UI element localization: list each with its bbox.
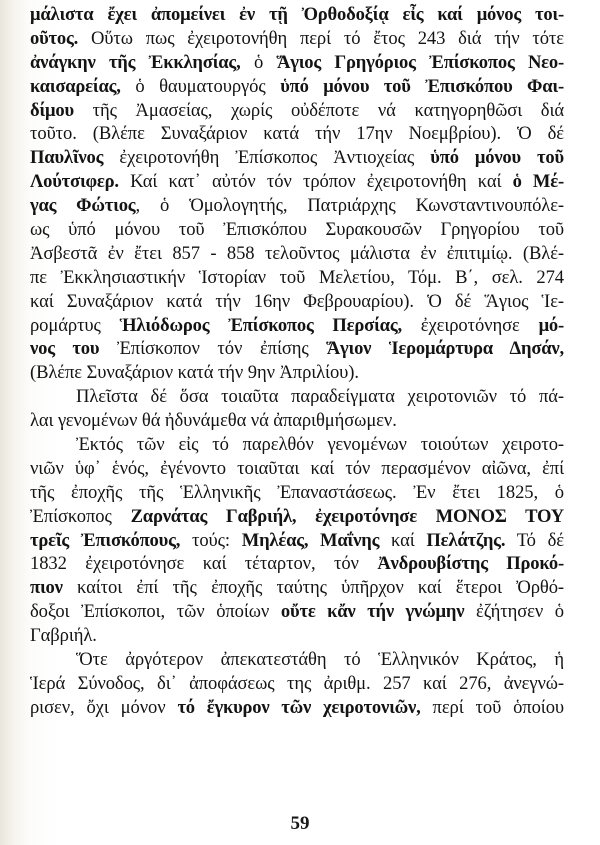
text-line (30, 600, 564, 624)
text-line (30, 266, 564, 290)
text: τῆς Ἀμασείας, χωρίς οὐδέποτε νά κατηγορηθῶσι διά (73, 99, 564, 121)
text-line (30, 218, 564, 242)
bold-text: νος του (30, 338, 100, 360)
text: Τό δέ (505, 529, 564, 551)
bold-text: ὑπό μόνου τοῦ (430, 147, 564, 169)
text: ρομάρτυς (30, 314, 120, 336)
text: καί (379, 529, 427, 551)
text: λαι γενομένων θά ἠδυνάμεθα νά ἀπαριθμήσωμεν. (30, 410, 397, 432)
text: Ἐπίσκοπος (30, 505, 131, 527)
bold-text: Ἡλιόδωρος Ἐπίσκοπος Περσίας, (119, 314, 402, 336)
text-line (30, 696, 564, 720)
text: 1832 ἐχειροτόνησε καί τέταρτον, τόν (30, 553, 378, 575)
text: , ὁ Ὁμολογητής, Πατριάρχης Κωνσταντινουπόλε- (135, 195, 564, 217)
text-line (30, 361, 564, 385)
text: νιῶν ὑφ᾽ ἑνός, ἐγένοντο τοιαῦται καί τόν περασμένον αἰῶνα, ἐπί (30, 457, 564, 479)
text: ως ὑπό μόνου τοῦ Ἐπισκόπου Συρακουσῶν Γρηγορίου τοῦ (30, 219, 564, 241)
bold-text: πιον (30, 577, 63, 599)
text: τῆς ἐποχῆς τῆς Ἑλληνικῆς Ἐπαναστάσεως. Ἐν ἔτει 1825, ὁ (30, 481, 564, 503)
text-line (30, 552, 564, 576)
bold-text: μό- (538, 314, 564, 336)
text-line (30, 170, 564, 194)
bold-text: Ζαρνάτας Γαβριήλ, ἐχειροτόνησε ΜΟΝΟΣ ΤΟΥ (130, 505, 565, 527)
text-line (30, 624, 564, 648)
text: Ἀσβεστᾶ ἐν ἔτει 857 - 858 τελοῦντος μάλιστα ἐν ἐπιτιμίῳ. (Βλέ- (30, 242, 564, 264)
text: τούς: (180, 529, 242, 551)
bold-text: γας Φώτιος (30, 195, 136, 217)
bold-text: οῦτος. (30, 27, 79, 49)
text: (Βλέπε Συναξάριον κατά τήν 9ην Ἀπριλίου). (30, 362, 359, 384)
text: ρισεν, ὄχι μόνον (30, 696, 178, 718)
bold-text: Παυλῖνος (30, 147, 104, 169)
text-line (30, 505, 564, 529)
text: πε Ἐκκλησιαστικήν Ἱστορίαν τοῦ Μελετίου, Τόμ. Β΄, σελ. 274 (30, 266, 564, 288)
text-line (30, 99, 564, 123)
bold-text: δίμου (30, 99, 74, 121)
text: Γαβριήλ. (30, 625, 97, 647)
bold-text: τό ἔγκυρον τῶν χειροτονιῶν, (177, 696, 421, 718)
text: δοξοι Ἐπίσκοποι, τῶν ὁποίων (30, 601, 281, 623)
text: καίτοι ἐπί τῆς ἐποχῆς ταύτης ὑπῆρχον καί ἕτεροι Ὀρθό- (62, 577, 564, 599)
text: Πλεῖστα δέ ὅσα τοιαῦτα παραδείγματα χειροτονιῶν τό πά- (76, 386, 564, 408)
bold-text: τρεῖς Ἐπισκόπους, (30, 529, 181, 551)
text-line (30, 672, 564, 696)
text-line (30, 122, 564, 146)
text-line (30, 457, 564, 481)
bold-text: μάλιστα ἔχει ἀπομείνει ἐν τῇ Ὀρθοδοξίᾳ εἶς καί μόνος τοι- (30, 4, 564, 25)
page-body (30, 3, 564, 720)
bold-text: Ἅγιον Ἱερομάρτυρα Δησάν, (326, 338, 564, 360)
text-line (30, 242, 564, 266)
text-line (30, 385, 564, 409)
text-line (30, 481, 564, 505)
text: ἐχειροτονήθη Ἐπίσκοπος Ἀντιοχείας (103, 147, 431, 169)
bold-text: Ἅγιος Γρηγόριος Ἐπίσκοπος Νεο- (276, 51, 565, 73)
text: περί τοῦ ὁποίου (420, 696, 564, 718)
text-line (30, 146, 564, 170)
text: Ὅτε ἀργότερον ἀπεκατεστάθη τό Ἑλληνικόν Κράτος, ἡ (76, 649, 564, 671)
text: Καί κατ᾽ αὐτόν τόν τρόπον ἐχειροτονήθη καί (118, 171, 513, 193)
bold-text: Ἀνδρουβίστης Προκό- (377, 553, 564, 575)
text-line (30, 51, 564, 75)
text: ἐζήτησεν ὁ (464, 601, 564, 623)
text-line (30, 314, 564, 338)
text: καί Συναξάριον κατά τήν 16ην Φεβρουαρίου). Ὁ δέ Ἅγιος Ἱε- (30, 290, 564, 312)
text-line (30, 576, 564, 600)
text: Ἐπίσκοπον τόν ἐπίσης (99, 338, 327, 360)
text-line (30, 290, 564, 314)
bold-text: ὑπό μόνου τοῦ Ἐπισκόπου Φαι- (280, 75, 564, 97)
bold-text: καισαρείας, (30, 75, 121, 97)
text-line (30, 3, 564, 27)
page-number: 59 (290, 813, 310, 834)
bold-text: ἀνάγκην τῆς Ἐκκλησίας, (30, 51, 241, 73)
text: ἐχειροτόνησε (401, 314, 539, 336)
text-line (30, 337, 564, 361)
bold-text: οὔτε κἄν τήν γνώμην (280, 601, 465, 623)
text-line (30, 75, 564, 99)
text: Ἐκτός τῶν εἰς τό παρελθόν γενομένων τοιούτων χειροτο- (76, 434, 564, 456)
text: Οὕτω πως ἐχειροτονήθη περί τό ἔτος 243 διά τήν τότε (78, 27, 564, 49)
bold-text: ὁ Μέ- (512, 171, 564, 193)
text-line (30, 648, 564, 672)
bold-text: Λούτσιφερ. (30, 171, 119, 193)
text: ὁ (240, 51, 277, 73)
bold-text: Μηλέας, Μαΐνης (241, 529, 380, 551)
text-line (30, 433, 564, 457)
text: Ἱερά Σύνοδος, δι᾽ ἀποφάσεως της ἀριθμ. 257 καί 276, ἀνεγνώ- (30, 672, 564, 694)
text-line (30, 529, 564, 553)
text: τοῦτο. (Βλέπε Συναξάριον κατά τήν 17ην Νοεμβρίου). Ὁ δέ (30, 123, 564, 145)
text-line (30, 409, 564, 433)
text-line (30, 194, 564, 218)
bold-text: Πελάτζης. (426, 529, 506, 551)
text-line (30, 27, 564, 51)
text: ὁ θαυματουργός (120, 75, 281, 97)
